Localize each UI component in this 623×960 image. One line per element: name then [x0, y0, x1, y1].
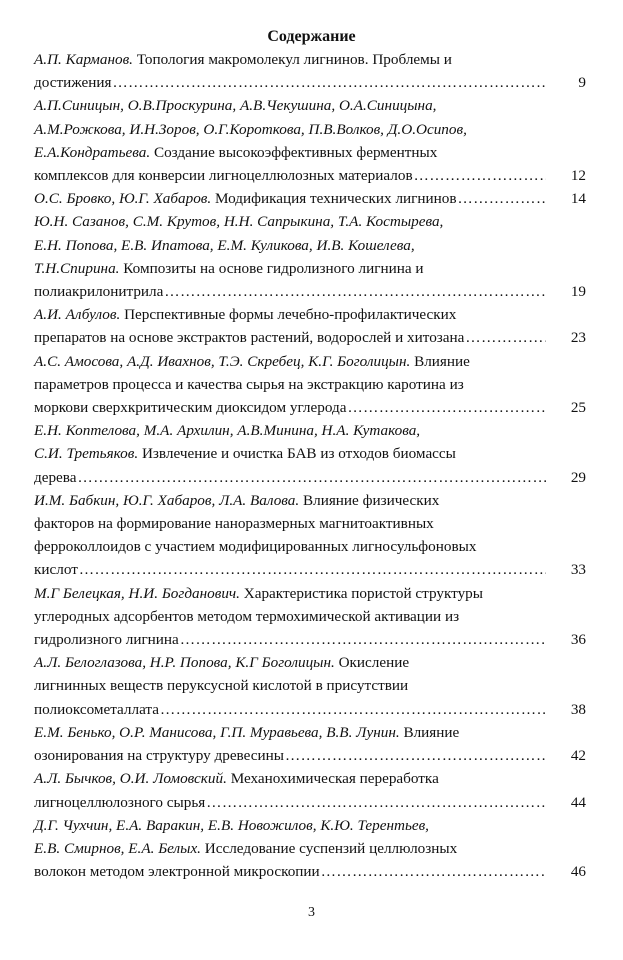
entry-title-text: Влияние — [399, 723, 460, 741]
toc-entry — [34, 582, 586, 652]
toc-entry-line — [34, 651, 586, 674]
entry-authors: С.И. Третьяков. — [34, 445, 139, 463]
entry-authors: Е.Н. Попова, Е.В. Ипатова, Е.М. Куликова, И.В. Кошелева, — [34, 236, 415, 254]
entry-title-text: Окисление — [334, 654, 410, 672]
entry-title-text: лигнинных веществ перуксусной кислотой в присутствии — [34, 677, 409, 695]
toc-entry-line — [34, 257, 586, 280]
toc-entry-line — [34, 48, 586, 71]
toc-entry-line — [34, 814, 586, 837]
entry-title-text: моркови сверхкритическим диоксидом углерода — [34, 399, 347, 417]
toc-entry-last-line — [34, 280, 586, 303]
entry-authors: Д.Г. Чухчин, Е.А. Варакин, Е.В. Новожилов, К.Ю. Терентьев, — [34, 816, 429, 834]
toc-entry-last-line — [34, 396, 586, 419]
toc-entry-last-line — [34, 326, 586, 349]
entry-title-text: волокон методом электронной микроскопии — [34, 863, 320, 881]
toc-entry — [34, 419, 586, 489]
entry-authors: М.Г Белецкая, Н.И. Богданович. — [34, 584, 240, 602]
toc-entry-line — [34, 605, 586, 628]
entry-title-text: ферроколлоидов с участием модифицированных лигносульфоновых — [34, 538, 477, 556]
entry-title-text: Модификация технических лигнинов — [211, 190, 457, 208]
toc-entry-last-line — [34, 71, 586, 94]
toc-entry-line — [34, 419, 586, 442]
entry-page-number: 44 — [546, 791, 586, 814]
entry-title-text: Топология макромолекул лигнинов. Проблемы и — [132, 51, 452, 68]
entry-title-text: достижения — [34, 74, 112, 92]
toc-entry — [34, 814, 586, 884]
toc-entry — [34, 48, 586, 94]
entry-page-number: 38 — [546, 698, 586, 721]
toc-entry-line — [34, 442, 586, 465]
toc-entry-line — [34, 721, 586, 744]
entry-authors: А.С. Амосова, А.Д. Ивахнов, Т.Э. Скребец, К.Г. Боголицын. — [34, 352, 411, 370]
entry-title-text: гидролизного лигнина — [34, 631, 179, 649]
entry-authors: А.П.Синицын, О.В.Проскурина, А.В.Чекушина, О.А.Синицына, — [34, 97, 437, 115]
toc-entry-line — [34, 303, 586, 326]
entry-title-text: Влияние — [410, 352, 470, 370]
entry-authors: Ю.Н. Сазанов, С.М. Крутов, Н.Н. Сапрыкина, Т.А. Костырева, — [34, 213, 444, 231]
toc-entry — [34, 767, 586, 813]
entry-title-text: Композиты на основе гидролизного лигнина и — [119, 259, 424, 277]
entry-title-text: дерева — [34, 468, 77, 486]
entry-title-text: препаратов на основе экстрактов растений, водорослей и хитозана — [34, 329, 465, 347]
entry-page-number: 25 — [546, 396, 586, 419]
toc-entry — [34, 350, 586, 420]
toc-entry-last-line — [34, 791, 586, 814]
toc-entry-last-line — [34, 744, 586, 767]
entry-title-text: Механохимическая переработка — [226, 770, 439, 788]
entry-page-number: 33 — [546, 558, 586, 581]
toc-entry — [34, 489, 586, 582]
entry-title-text: полиоксометаллата — [34, 700, 159, 718]
entry-page-number: 12 — [546, 164, 586, 187]
entry-authors: И.М. Бабкин, Ю.Г. Хабаров, Л.А. Валова. — [34, 491, 300, 509]
entry-title-text: Характеристика пористой структуры — [239, 584, 483, 602]
toc-entry-line — [34, 512, 586, 535]
entry-title-text: комплексов для конверсии лигноцеллюлозных материалов — [34, 167, 413, 185]
entry-page-number: 9 — [546, 71, 586, 94]
entry-authors: А.М.Рожкова, И.Н.Зоров, О.Г.Короткова, П.В.Волков, Д.О.Осипов, — [34, 120, 467, 138]
entry-authors: А.П. Карманов. — [34, 51, 133, 68]
contents-heading: Содержание — [267, 28, 356, 45]
entry-page-number: 23 — [546, 326, 586, 349]
entry-page-number: 42 — [546, 744, 586, 767]
entry-page-number: 19 — [546, 280, 586, 303]
toc-entry-last-line — [34, 164, 586, 187]
toc-entry — [34, 721, 586, 767]
entry-title-text: полиакрилонитрила — [34, 283, 164, 301]
entry-authors: Е.В. Смирнов, Е.А. Белых. — [34, 839, 201, 857]
toc-entry-last-line — [34, 860, 586, 883]
toc-entry-line — [34, 118, 586, 141]
entry-title-text: параметров процесса и качества сырья на экстракцию каротина из — [34, 375, 464, 393]
entry-authors: А.Л. Белоглазова, Н.Р. Попова, К.Г Боголицын. — [34, 654, 335, 672]
entry-title-text: Влияние физических — [299, 491, 440, 509]
toc-entry-line — [34, 373, 586, 396]
entry-title-text: факторов на формирование наноразмерных магнитоактивных — [34, 515, 434, 533]
entry-title-text: Перспективные формы лечебно-профилактических — [120, 306, 457, 324]
entry-page-number: 14 — [546, 187, 586, 210]
entry-authors: Т.Н.Спирина. — [34, 259, 120, 277]
toc-entry — [34, 187, 586, 210]
toc-entry-last-line — [34, 187, 586, 210]
toc-entry — [34, 651, 586, 721]
entry-page-number: 36 — [546, 628, 586, 651]
toc-entry-line — [34, 141, 586, 164]
toc-entry-line — [34, 535, 586, 558]
entry-title-text: углеродных адсорбентов методом термохимической активации из — [34, 607, 460, 625]
page-number: 3 — [308, 905, 315, 920]
entry-title-text: озонирования на структуру древесины — [34, 747, 284, 765]
entry-authors: О.С. Бровко, Ю.Г. Хабаров. — [34, 190, 212, 208]
toc-entry-line — [34, 674, 586, 697]
toc-entry-last-line — [34, 558, 586, 581]
entry-authors: А.И. Албулов. — [34, 306, 121, 324]
toc-entry — [34, 210, 586, 303]
entry-authors: Е.А.Кондратьева. — [34, 143, 151, 161]
toc-entry-line — [34, 350, 586, 373]
toc-entry-line — [34, 489, 586, 512]
entry-title-text: кислот — [34, 561, 78, 579]
toc-entry — [34, 94, 586, 187]
entry-title-text: Исследование суспензий целлюлозных — [200, 839, 458, 857]
toc-entry-last-line — [34, 628, 586, 651]
toc-entry-line — [34, 234, 586, 257]
toc-entry-last-line — [34, 698, 586, 721]
entry-authors: Е.Н. Коптелова, М.А. Архилин, А.В.Минина, Н.А. Кутакова, — [34, 422, 421, 440]
entry-page-number: 46 — [546, 860, 586, 883]
table-of-contents — [34, 48, 586, 883]
toc-entry-line — [34, 837, 586, 860]
entry-title-text: лигноцеллюлозного сырья — [34, 793, 206, 811]
toc-entry — [34, 303, 586, 349]
toc-entry-last-line — [34, 466, 586, 489]
toc-entry-line — [34, 210, 586, 233]
entry-title-text: Извлечение и очистка БАВ из отходов биомассы — [138, 445, 456, 463]
entry-authors: А.Л. Бычков, О.И. Ломовский. — [34, 770, 227, 788]
entry-authors: Е.М. Бенько, О.Р. Манисова, Г.П. Муравьева, В.В. Лунин. — [34, 723, 400, 741]
entry-title-text: Создание высокоэффективных ферментных — [150, 143, 438, 161]
toc-entry-line — [34, 767, 586, 790]
toc-entry-line — [34, 94, 586, 117]
toc-entry-line — [34, 582, 586, 605]
entry-page-number: 29 — [546, 466, 586, 489]
